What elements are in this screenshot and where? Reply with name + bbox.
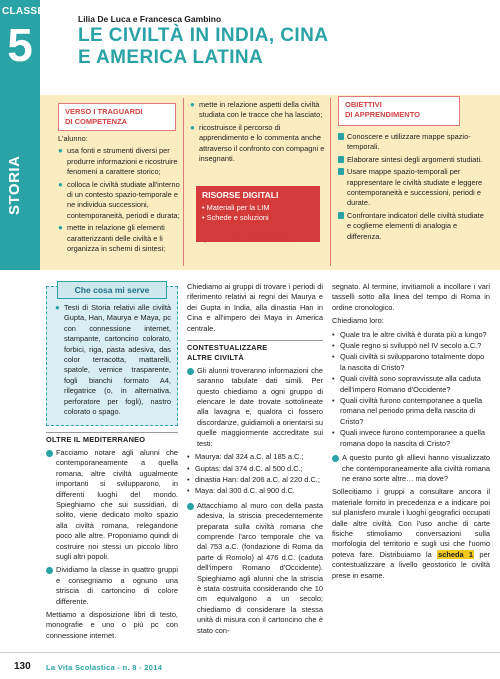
apprendimento-item: Elaborare sintesi degli argomenti studiati. [338,155,488,165]
page-title [78,25,378,69]
title-line-2: E AMERICA LATINA [78,47,264,68]
bullet-icon: ● [58,179,63,189]
arrow-bullet-icon [338,168,344,175]
apprendimento-title-2: DI APPRENDIMENTO [345,110,421,119]
title-line-1: LE CIVILTÀ IN INDIA, CINA [78,25,329,46]
body-paragraph: segnato. Al termine, invitiamoli a incollare i vari tasselli sotto alla linea del tempo di Roma in ordine cronologico. [332,282,490,312]
body-column-3 [332,282,490,584]
apprendimento-column [338,132,488,244]
classe-label: CLASSE [2,6,45,17]
body-paragraph: Chiediamo loro: [332,316,384,326]
apprendimento-item: Confrontare indicatori delle civiltà studiate e coglierne elementi di analogia e differenza. [338,211,488,242]
question-item: • Quali invece furono contemporanee a quella romana dopo la nascita di Cristo? [332,428,486,448]
question-item: • Quali civiltà si svilupparono totalmente dopo la nascita di Cristo? [332,352,485,372]
apprendimento-header [338,96,460,126]
serve-title: Che cosa mi serve [57,281,167,299]
subject-label: STORIA [6,155,23,215]
apprendimento-item: Usare mappe spazio-temporali per rappresentare le civiltà studiate e leggere contemporaneità e successioni, periodi e durate. [338,167,488,209]
bullet-icon: ● [55,303,60,312]
bullet-icon: ● [190,122,195,132]
body-column-1 [46,282,178,644]
traguardi-item: ● colloca le civiltà studiate all'interno di un contesto spazio-temporale e ne individua successioni, contemporaneità, periodi e durata; [58,179,180,220]
traguardi-intro: L'alunno: [58,134,88,143]
traguardi-column-2 [190,100,325,166]
traguardi-item: ● usa fonti e strumenti diversi per produrre informazioni e ricostruire fenomeni a carattere storico; [58,146,178,177]
column-divider [330,98,331,266]
date-item: • Maurya: dal 324 a.C. al 185 a.C.; [187,452,304,462]
risorse-link[interactable]: http://didattica.lavitascolastica.it [196,236,297,243]
body-column-2 [187,282,323,639]
body-paragraph: Dividiamo la classe in quattro gruppi e consegniamo a ognuno una striscia di cartoncino di colore differente. [46,565,178,607]
serve-box [46,286,178,426]
arrow-bullet-icon [46,567,53,574]
date-item: • Maya: dal 300 d.C. al 900 d.C. [187,486,295,496]
risorse-item: • Materiali per la LIM [202,203,270,212]
traguardi-title-1: VERSO I TRAGUARDI [65,107,143,116]
risorse-item: • Schede e soluzioni [202,213,269,222]
arrow-bullet-icon [332,455,339,462]
page-footer [0,652,500,679]
apprendimento-title-1: OBIETTIVI [345,100,382,109]
body-paragraph: Sollecitiamo i gruppi a consultare ancora il materiale fornito in precedenza e a indicare poi sul planisfero murale i luoghi geografici occupati dalle altre civiltà. Con l'uso anche di carte fisiche stimoliamo conversazioni sulla morfologia del territorio e sugli usi che l'uomo poteva fare. Distribuiamo la scheda 1 per contestualizzare a livello geostorico le civiltà prese in esame. [332,487,491,580]
traguardi-title-2: DI COMPETENZA [65,117,128,126]
arrow-bullet-icon [187,368,194,375]
page-number: 130 [14,661,31,672]
arrow-bullet-icon [338,133,344,140]
bullet-icon: ● [58,146,63,156]
risorse-digitali-box [196,186,320,242]
date-item: • dinastia Han: dal 206 a.C. al 220 d.C.; [187,474,320,484]
body-paragraph: Facciamo notare agli alunni che contemporaneamente a quella romana, altre civiltà ugualmente importanti si svilupparono, in differenti luoghi del mondo. Spieghiamo che sui sussidiari, di solito, viene dedicato molto spazio alla civiltà romana, relegandone poco alle altre. Proponiamo quindi di costruire noi stessi un piccolo libro sugli altri popoli. [46,448,178,562]
traguardi-item: ● mette in relazione gli elementi caratterizzanti delle civiltà e li organizza in schemi di sintesi; [58,223,166,254]
bullet-icon: ● [58,223,63,233]
arrow-bullet-icon [187,503,194,510]
bullet-icon: ● [190,100,195,109]
arrow-bullet-icon [338,212,344,219]
column-divider [183,98,184,266]
traguardi-header [58,103,176,131]
authors: Lilia De Luca e Francesca Gambino [78,14,222,24]
section-heading: CONTESTUALIZZARE ALTRE CIVILTÀ [187,340,323,364]
scheda-highlight: scheda 1 [438,549,473,559]
journal-name: La Vita Scolastica - n. 8 - 2014 [46,663,163,672]
question-item: • Quale tra le altre civiltà è durata più a lungo? [332,329,487,339]
traguardi-item: ● mette in relazione aspetti della civiltà studiata con le tracce che ha lasciato; [190,100,323,120]
body-paragraph: Gli alunni troveranno informazioni che saranno tabulate dati simili. Per questo chiediamo a ogni gruppo di elencare le date trovate sottolineate alla lavagna e, qualora ci fossero discordanze, guidiamoli a orientarsi su quelle maggiormente accreditate sui testi: [187,366,323,449]
arrow-bullet-icon [338,156,344,163]
question-item: • Quali civiltà sono sopravvissute alla caduta dell'impero Romano d'Occidente? [332,374,481,394]
body-paragraph: A questo punto gli allievi hanno visualizzato che contemporaneamente alla civiltà romana ne erano sorte altre… ma dove? [332,453,490,484]
arrow-bullet-icon [46,450,53,457]
body-paragraph: Chiediamo ai gruppi di trovare i periodi di riferimento relativi ai regni dei Maurya e dei Gupta in India, alla dinastia Han in Cina e all'impero dei Maya in America centrale. [187,282,323,333]
body-paragraph: Mettiamo a disposizione libri di testo, monografie e uno o più pc con connessione internet. [46,609,178,640]
question-item: • Quali civiltà furono contemporanee a quella romana nel periodo prima della nascita di Cristo? [332,396,483,426]
traguardi-column-1 [58,134,181,256]
classe-number: 5 [7,19,33,71]
body-paragraph: Attacchiamo al muro con della pasta adesiva, la striscia precedentemente preparata sulla civiltà romana che comprende l'arco temporale che va dal 753 a.C. (fondazione di Roma da parte di Romolo) al 476 d.C. (caduta dell'impero Romano d'Occidente). Spieghiamo agli alunni che la striscia è stata costruita considerando che 10 cm equivalgono a un secolo; chiediamo di considerare la stessa unità di misura con il cartoncino che è stato con- [187,501,323,636]
apprendimento-item: Conoscere e utilizzare mappe spazio-temporali. [338,132,488,153]
serve-text: ● Testi di Storia relativi alle civiltà Gupta, Han, Maurya e Maya, pc con connessione internet, stampante, cartoncino colorato, forbici, riga, pasta adesiva, das color terracotta, mattarelli, spatole, vernice trasparente, fogli bianchi formato A4, rilegatrice (o, in alternativa, perforatore per fogli), nastro colorato o spago. [55,303,171,417]
date-item: • Guptas: dal 374 d.C. al 500 d.C.; [187,463,303,473]
question-item: • Quale regno si sviluppò nel IV secolo a.C.? [332,341,482,351]
section-heading: OLTRE IL MEDITERRANEO [46,432,178,445]
traguardi-item: ● ricostruisce il percorso di apprendimento e lo commenta anche attraverso il confronto con compagni e insegnanti. [190,122,325,164]
risorse-title: RISORSE DIGITALI [202,190,279,200]
